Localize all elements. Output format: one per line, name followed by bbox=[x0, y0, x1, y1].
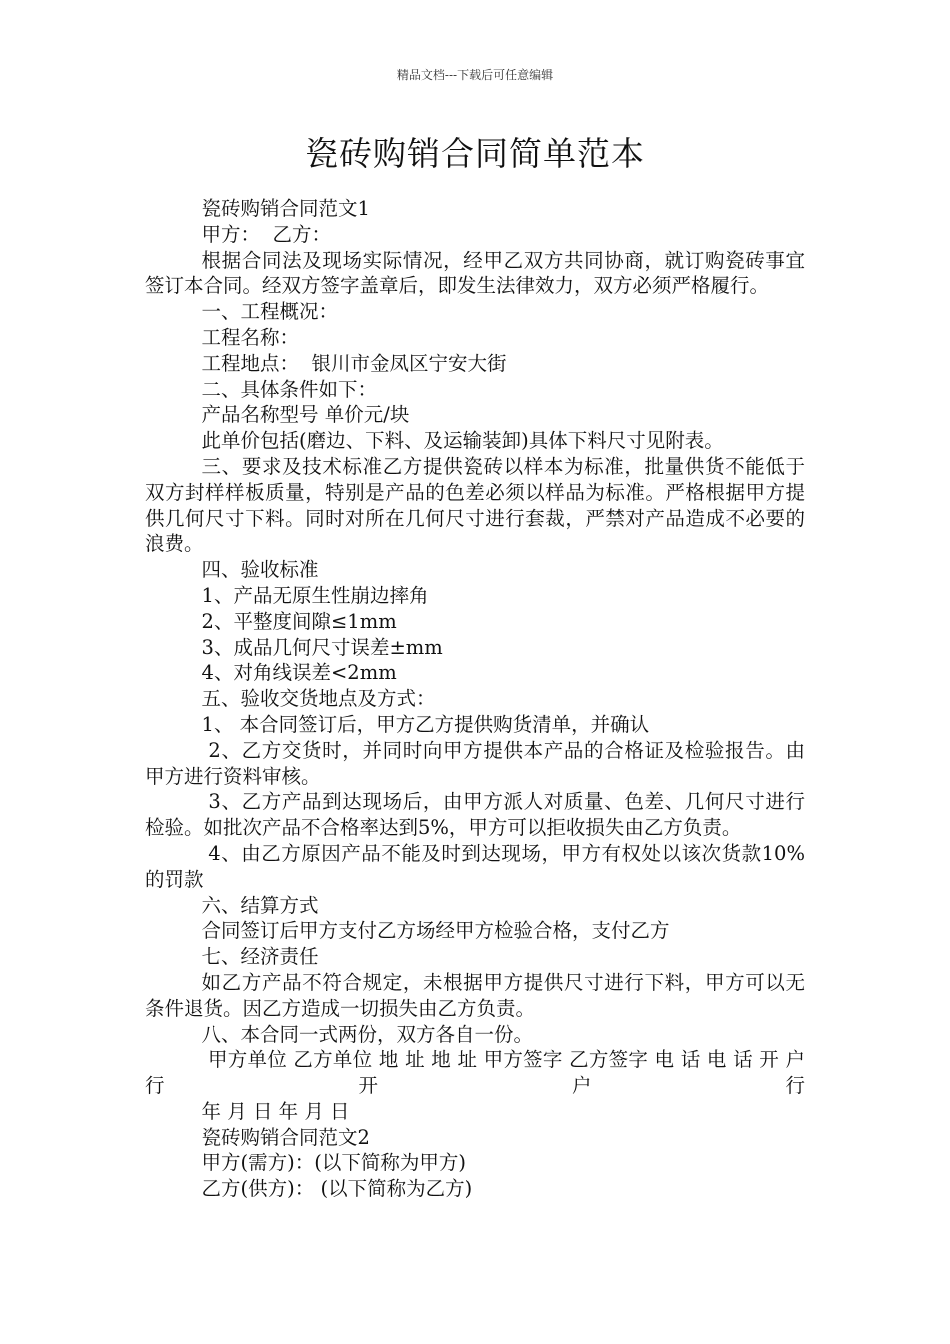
paragraph: 三、要求及技术标准乙方提供瓷砖以样本为标准，批量供货不能低于双方封样样板质量，特别是产品的色差必须以样品为标准。严格根据甲方提供几何尺寸下料。同时对所在几何尺寸进行套裁，严禁对产品造成不必要的浪费。 bbox=[145, 454, 805, 556]
section-heading: 六、结算方式 bbox=[201, 893, 319, 917]
section-heading: 四、验收标准 bbox=[201, 558, 319, 582]
list-item: 4、对角线误差<2mm bbox=[201, 661, 397, 685]
section-heading: 二、具体条件如下： bbox=[201, 377, 378, 401]
document-title: 瓷砖购销合同简单范本 bbox=[305, 134, 645, 173]
section-heading: 一、工程概况： bbox=[201, 300, 339, 324]
party-line: 甲方(需方)：(以下简称为甲方) bbox=[201, 1151, 466, 1175]
list-item: 2、乙方交货时，并同时向甲方提供本产品的合格证及检验报告。由甲方进行资料审核。 bbox=[145, 738, 805, 788]
list-item: 1、产品无原生性崩边摔角 bbox=[201, 583, 429, 607]
paragraph: 产品名称型号 单价元/块 bbox=[201, 403, 410, 427]
date-line: 年 月 日 年 月 日 bbox=[201, 1099, 350, 1123]
paragraph: 工程地点： 银川市金凤区宁安大街 bbox=[201, 351, 507, 375]
paragraph: 此单价包括(磨边、下料、及运输装卸)具体下料尺寸见附表。 bbox=[201, 429, 724, 453]
paragraph: 如乙方产品不符合规定，未根据甲方提供尺寸进行下料，甲方可以无条件退货。因乙方造成一切损失由乙方负责。 bbox=[145, 970, 805, 1020]
paragraph: 工程名称： bbox=[201, 325, 300, 349]
party-line: 甲方： 乙方： bbox=[201, 222, 331, 246]
section-heading: 瓷砖购销合同范文2 bbox=[201, 1125, 370, 1149]
section-heading: 七、经济责任 bbox=[201, 945, 319, 969]
list-item: 1、 本合同签订后，甲方乙方提供购货清单，并确认 bbox=[201, 712, 650, 736]
page-header: 精品文档---下载后可任意编辑 bbox=[396, 68, 554, 82]
paragraph: 八、本合同一式两份，双方各自一份。 bbox=[201, 1022, 534, 1046]
list-item: 3、乙方产品到达现场后，由甲方派人对质量、色差、几何尺寸进行检验。如批次产品不合格率达到5%，甲方可以拒收损失由乙方负责。 bbox=[145, 790, 805, 840]
section-heading: 瓷砖购销合同范文1 bbox=[201, 197, 370, 220]
party-line: 乙方(供方)： (以下简称为乙方) bbox=[201, 1177, 473, 1201]
list-item: 3、成品几何尺寸误差±mm bbox=[201, 635, 443, 659]
paragraph: 合同签订后甲方支付乙方场经甲方检验合格，支付乙方 bbox=[201, 919, 670, 943]
section-heading: 五、验收交货地点及方式： bbox=[201, 687, 436, 711]
list-item: 4、由乙方原因产品不能及时到达现场，甲方有权处以该次货款10%的罚款 bbox=[145, 841, 805, 891]
signature-block: 甲方单位 乙方单位 地 址 地 址 甲方签字 乙方签字 电 话 电 话 开 户 行 开 户 行 bbox=[145, 1048, 812, 1098]
document-body bbox=[145, 196, 812, 1202]
paragraph: 根据合同法及现场实际情况，经甲乙双方共同协商，就订购瓷砖事宜签订本合同。经双方签字盖章后，即发生法律效力，双方必须严格履行。 bbox=[145, 248, 805, 298]
list-item: 2、平整度间隙≤1mm bbox=[201, 609, 397, 633]
